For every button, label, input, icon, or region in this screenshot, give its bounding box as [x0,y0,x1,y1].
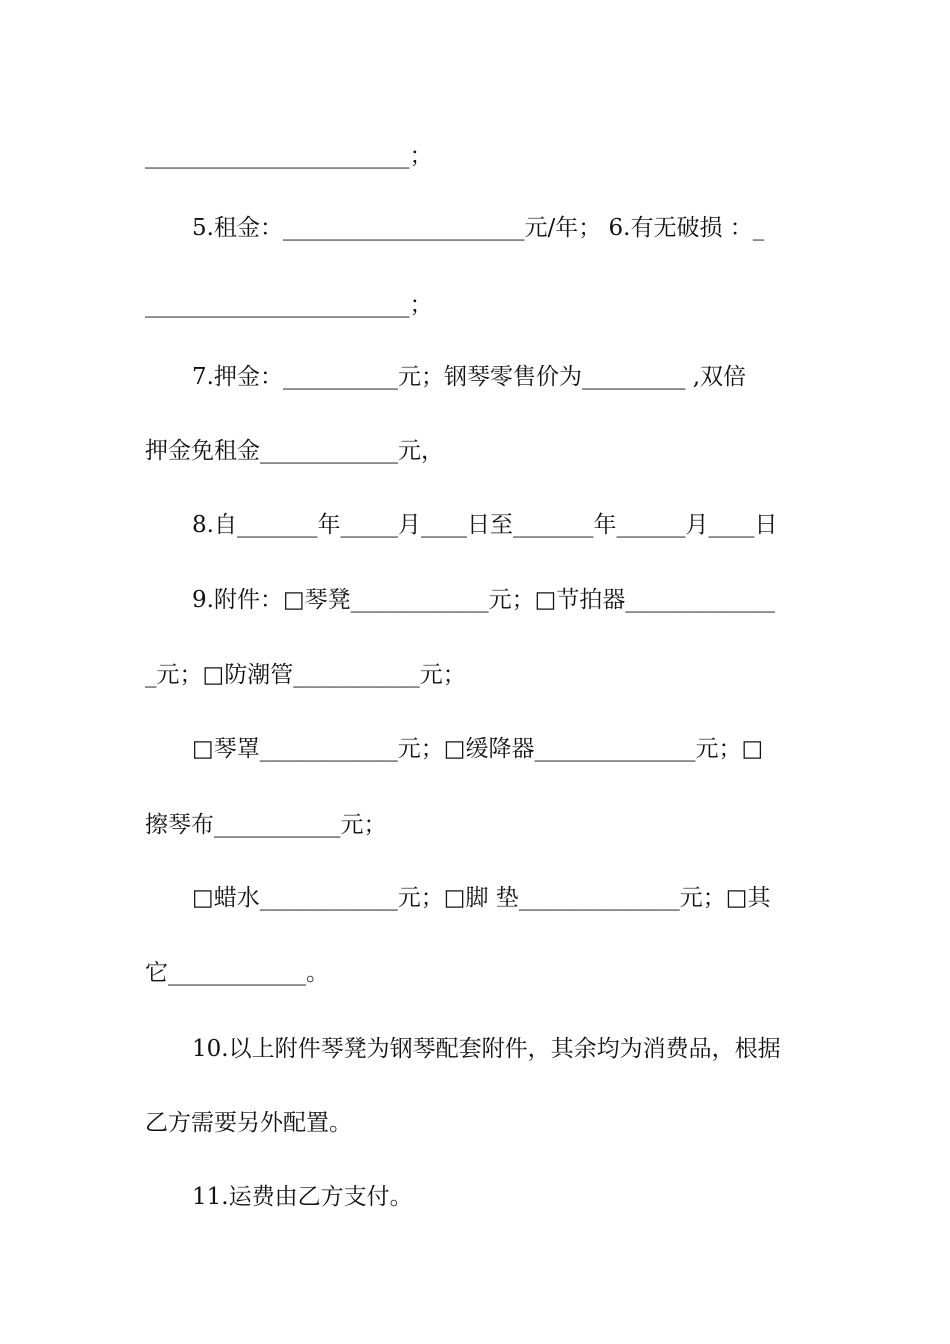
text-line-deposit: 7.押金：__________元；钢琴零售价为_________ ,双倍 [192,364,747,390]
text-line-accessories-cont: _元；□防潮管___________元； [145,662,466,688]
text-line-accessories: 9.附件：□琴凳____________元；□节拍器_____________ [192,587,775,613]
text-line-clause-10: 10.以上附件琴凳为钢琴配套附件，其余均为消费品，根据 [192,1036,781,1062]
text-line-deposit-cont: 押金免租金____________元， [145,438,444,464]
text-line-accessories-3-cont: 它____________。 [145,960,329,986]
text-line-damage-blank: _______________________； [145,292,433,318]
text-line-period: 8.自_______年_____月____日至_______年______月____日 [192,512,778,538]
text-line-accessories-2: □琴罩____________元；□缓降器______________元；□ [192,736,764,762]
text-line-accessories-2-cont: 擦琴布___________元； [145,812,387,838]
text-line-rent-damage: 5.租金：_____________________元/年； 6.有无破损 ：_ [192,215,765,241]
text-line-blank-tail: _______________________； [145,143,433,169]
text-line-clause-10-cont: 乙方需要另外配置。 [145,1110,352,1136]
text-line-clause-11: 11.运费由乙方支付。 [192,1184,413,1210]
text-line-accessories-3: □蜡水____________元；□脚 垫______________元；□其 [192,885,771,911]
